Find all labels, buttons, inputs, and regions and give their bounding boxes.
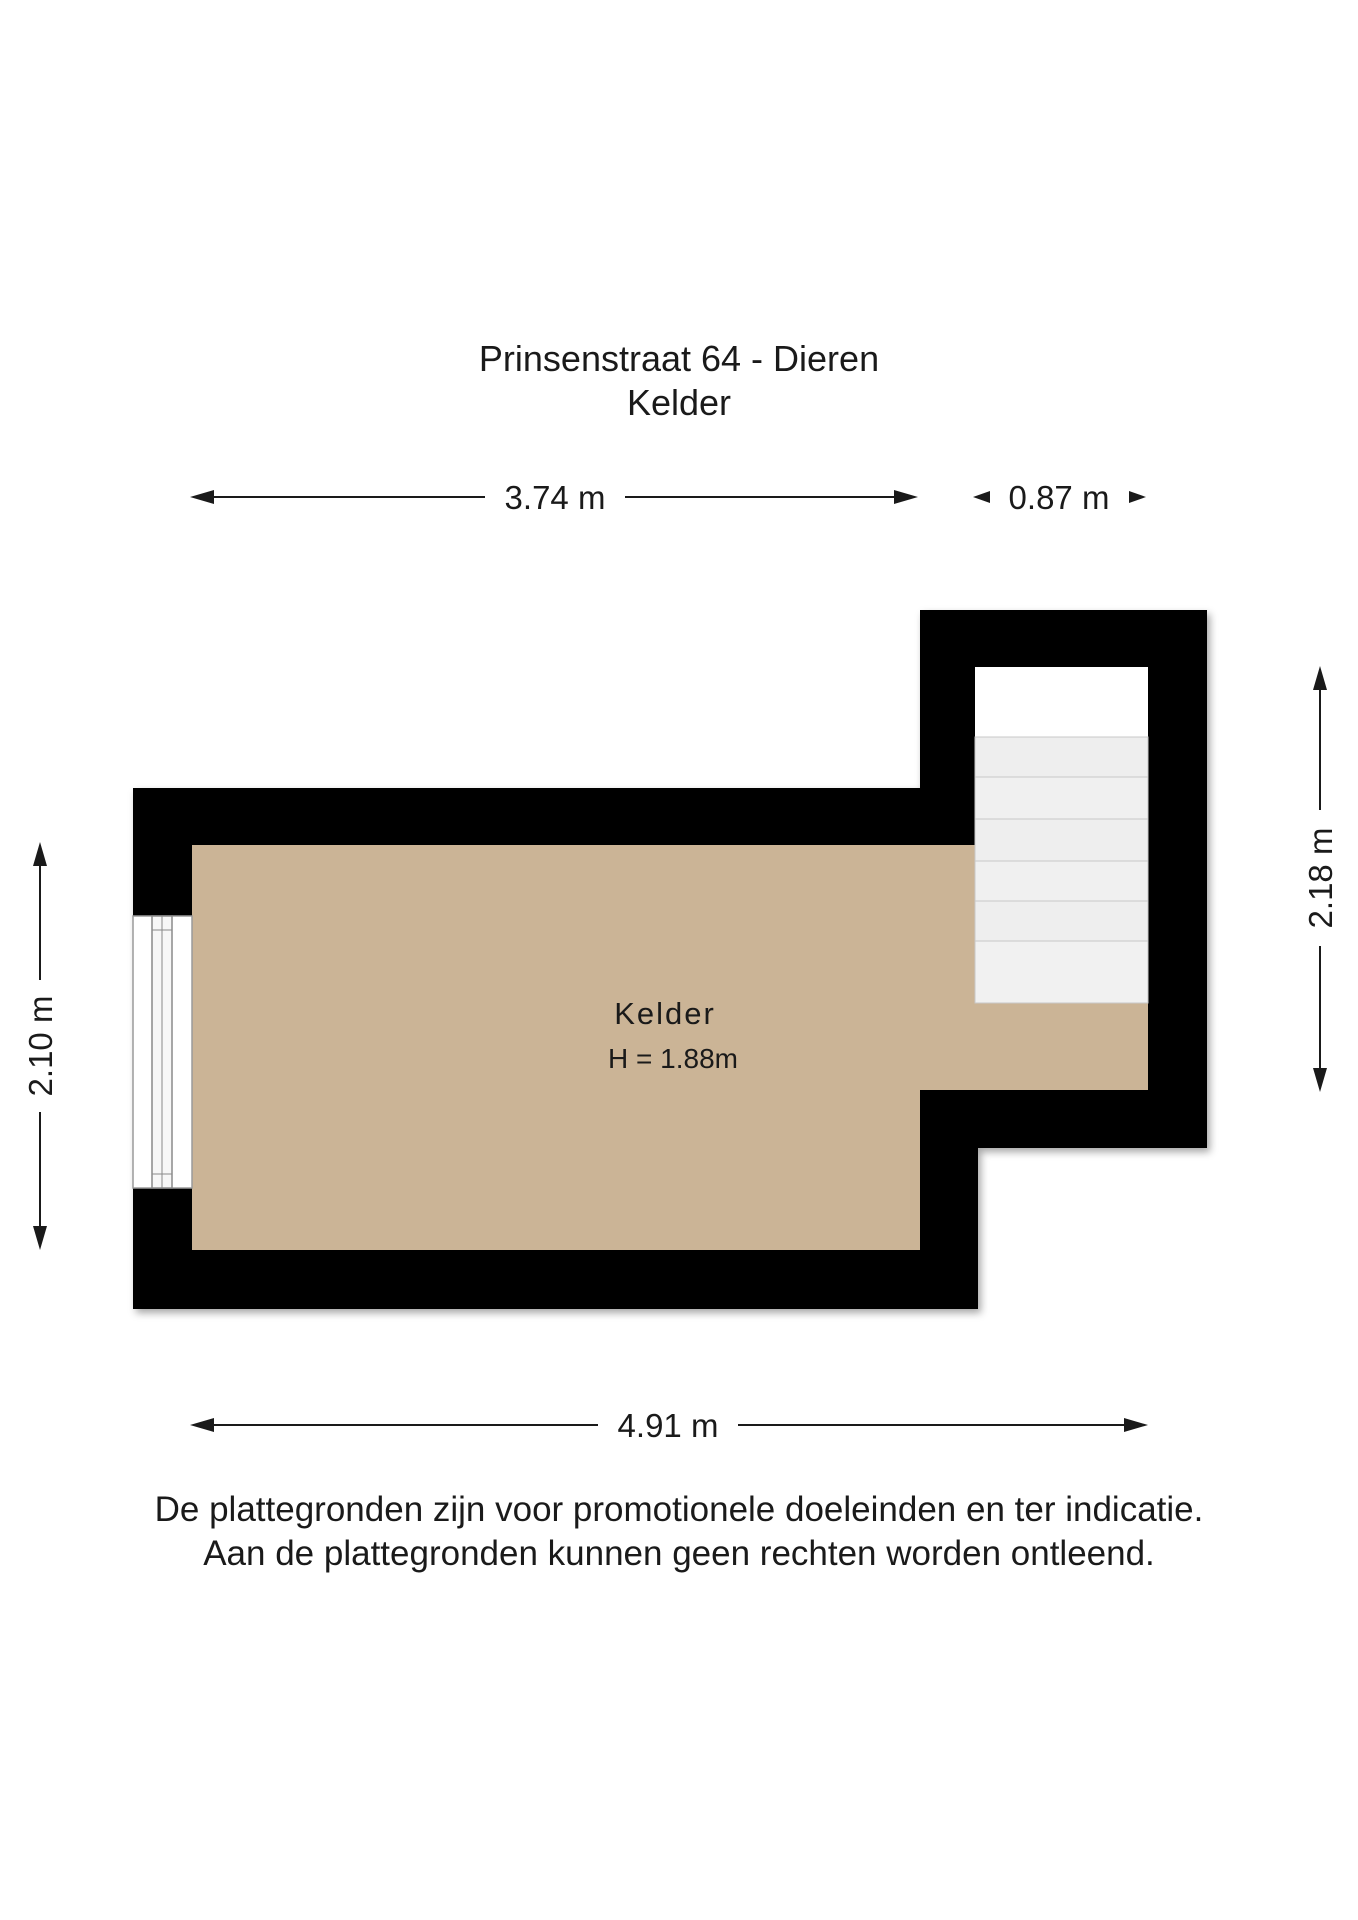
dimension-bottom-label: 4.91 m <box>617 1407 719 1444</box>
staircase <box>975 667 1148 1003</box>
dimension-top-main-label: 3.74 m <box>504 479 606 516</box>
plan-address-title: Prinsenstraat 64 - Dieren <box>478 338 880 379</box>
disclaimer-line-1: De plattegronden zijn voor promotionele doeleinden en ter indicatie. <box>154 1490 1204 1529</box>
plan-floor-title: Kelder <box>626 382 732 423</box>
dimension-right-label: 2.18 m <box>1302 827 1339 929</box>
dimension-left-label: 2.10 m <box>22 995 59 1097</box>
room-height-label: H = 1.88m <box>608 1043 738 1074</box>
window <box>133 916 192 1188</box>
disclaimer-line-2: Aan de plattegronden kunnen geen rechten worden ontleend. <box>203 1534 1155 1573</box>
room-name-label: Kelder <box>614 996 716 1031</box>
dimension-top-stair-label: 0.87 m <box>1008 479 1110 516</box>
